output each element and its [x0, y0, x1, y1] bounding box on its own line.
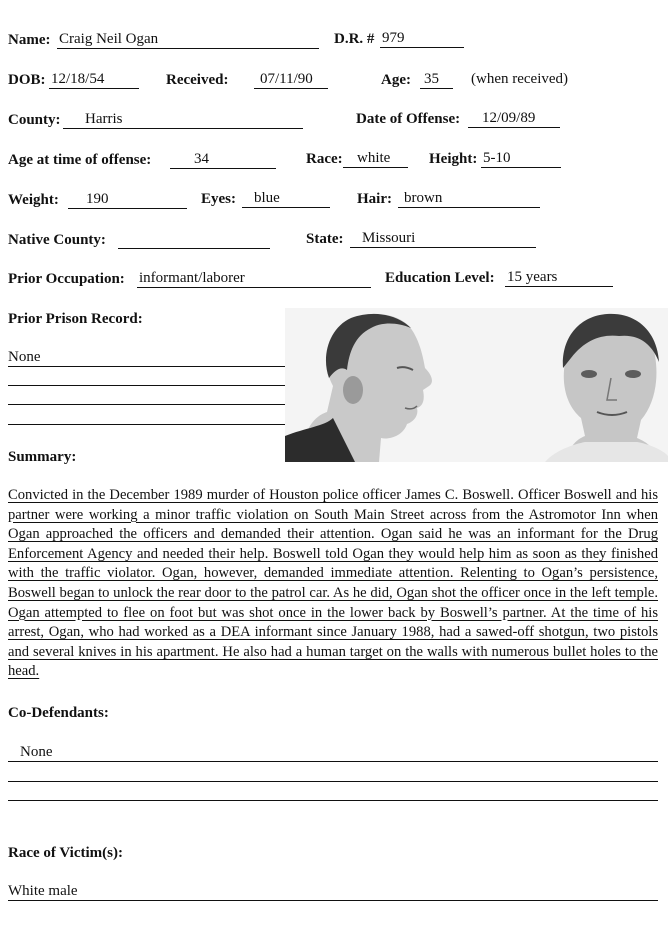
- age-note: (when received): [471, 71, 569, 87]
- prior-record-line: [8, 385, 285, 386]
- dr-label: D.R. #: [334, 31, 375, 47]
- codefendants-line: [8, 781, 658, 782]
- offense-date-value: 12/09/89: [468, 110, 560, 128]
- occupation-value: informant/laborer: [137, 270, 371, 288]
- victim-label: Race of Victim(s):: [8, 845, 123, 861]
- state-label: State:: [306, 231, 344, 247]
- mugshot-photo-icon: [285, 308, 668, 462]
- offense-date-label: Date of Offense:: [356, 111, 461, 127]
- hair-label: Hair:: [357, 191, 392, 207]
- prior-record-line: [8, 404, 285, 405]
- age-offense-label: Age at time of offense:: [8, 152, 152, 168]
- county-label: County:: [8, 112, 61, 128]
- dob-label: DOB:: [8, 72, 46, 88]
- prior-record-label: Prior Prison Record:: [8, 311, 143, 327]
- native-county-value: [118, 231, 270, 249]
- state-value: Missouri: [350, 230, 536, 248]
- weight-value: 190: [68, 191, 187, 209]
- occupation-label: Prior Occupation:: [8, 271, 125, 287]
- race-value: white: [343, 150, 408, 168]
- hair-value: brown: [398, 190, 540, 208]
- name-value: Craig Neil Ogan: [57, 31, 319, 49]
- eyes-value: blue: [242, 190, 330, 208]
- prior-record-line: [8, 424, 285, 425]
- victim-value: White male: [8, 883, 658, 901]
- codefendants-line: [8, 800, 658, 801]
- received-label: Received:: [166, 72, 229, 88]
- education-label: Education Level:: [385, 270, 495, 286]
- mugshot-photo: [285, 308, 668, 462]
- codefendants-value: None: [8, 744, 658, 762]
- dob-value: 12/18/54: [49, 71, 139, 89]
- weight-label: Weight:: [8, 192, 59, 208]
- race-label: Race:: [306, 151, 343, 167]
- age-label: Age:: [381, 72, 411, 88]
- summary-label: Summary:: [8, 449, 77, 465]
- prior-record-value: None: [8, 349, 285, 367]
- received-value: 07/11/90: [254, 71, 328, 89]
- height-label: Height:: [429, 151, 478, 167]
- name-label: Name:: [8, 32, 51, 48]
- dr-value: 979: [380, 30, 464, 48]
- education-value: 15 years: [505, 269, 613, 287]
- county-value: Harris: [63, 111, 303, 129]
- eyes-label: Eyes:: [201, 191, 236, 207]
- native-county-label: Native County:: [8, 232, 106, 248]
- age-offense-value: 34: [170, 151, 276, 169]
- codefendants-label: Co-Defendants:: [8, 705, 109, 721]
- summary-text: Convicted in the December 1989 murder of Houston police officer James C. Boswell. Officer Boswell and his partner were working a minor traffic violation on South Main Street across from the Astromotor Inn when Ogan approached the officers and demanded their attention. Ogan said he was an informant for the Drug Enforcement Agency and needed their help. Boswell told Ogan they would help him as soon as they finished with the traffic violator. Ogan, however, demanded immediate attention. Relenting to Ogan’s persistence, Boswell began to unlock the rear door to the patrol car. As he did, Ogan shot the officer once in the left temple. Ogan attempted to flee on foot but was shot once in the lower back by Boswell’s partner. At the time of his arrest, Ogan, who had worked as a DEA informant since January 1988, had a sawed-off shotgun, two pistols and several knives in his apartment. He also had a human target on the walls with numerous bullet holes to the head.: [8, 487, 658, 680]
- height-value: 5-10: [481, 150, 561, 168]
- age-value: 35: [420, 71, 453, 89]
